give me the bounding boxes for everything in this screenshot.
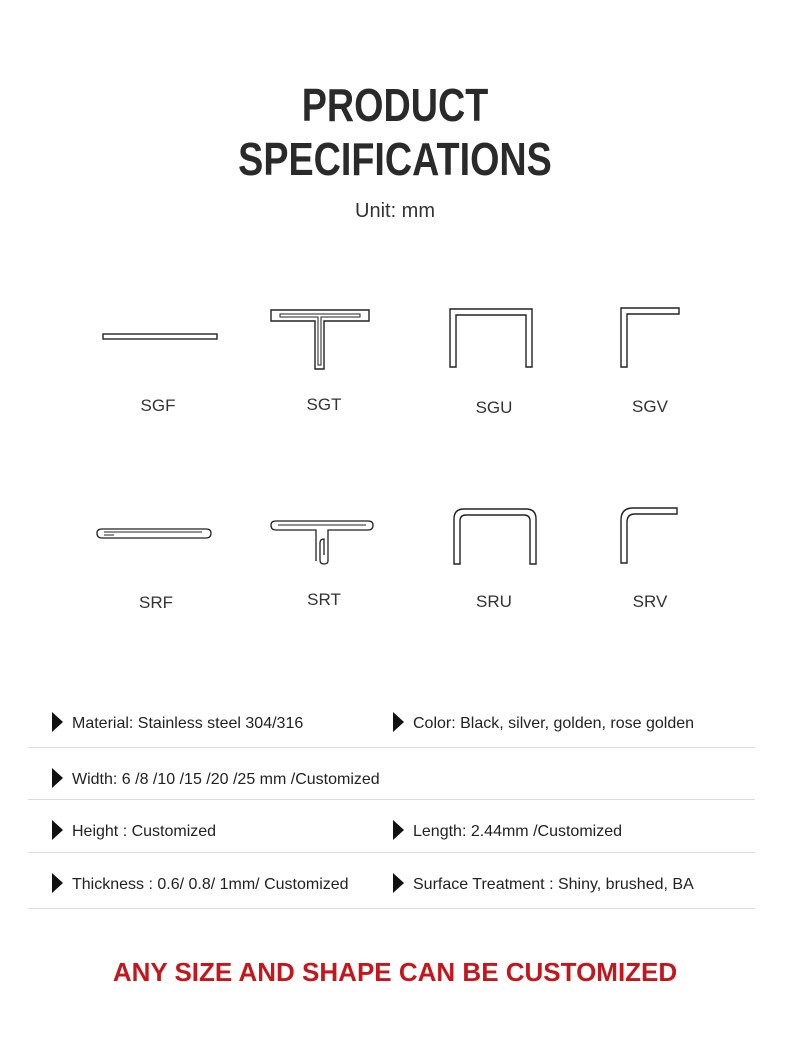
triangle-bullet-icon xyxy=(393,873,404,893)
rounded-u-channel-icon xyxy=(450,505,540,567)
profile-label-sgv: SGV xyxy=(632,397,668,416)
angle-profile-icon xyxy=(618,304,684,370)
unit-label: Unit: mm xyxy=(355,200,435,222)
spec-surface: Surface Treatment : Shiny, brushed, BA xyxy=(393,875,694,895)
triangle-bullet-icon xyxy=(52,768,63,788)
triangle-bullet-icon xyxy=(393,820,404,840)
triangle-bullet-icon xyxy=(393,712,404,732)
triangle-bullet-icon xyxy=(52,820,63,840)
profile-label-srt: SRT xyxy=(307,590,341,609)
page-title-line2: SPECIFICATIONS xyxy=(238,133,552,185)
rounded-t-profile-icon xyxy=(268,517,378,567)
customization-banner: ANY SIZE AND SHAPE CAN BE CUSTOMIZED xyxy=(112,957,678,987)
profile-label-sgf: SGF xyxy=(140,396,176,415)
profile-label-srf: SRF xyxy=(139,593,173,612)
spec-height: Height : Customized xyxy=(52,822,216,842)
spec-material: Material: Stainless steel 304/316 xyxy=(52,714,303,734)
u-channel-icon xyxy=(446,306,536,370)
spec-width: Width: 6 /8 /10 /15 /20 /25 mm /Customized xyxy=(52,770,380,790)
profile-label-sgu: SGU xyxy=(475,398,513,417)
profile-label-sgt: SGT xyxy=(306,395,342,414)
flat-strip-icon xyxy=(100,330,220,344)
spec-thickness: Thickness : 0.6/ 0.8/ 1mm/ Customized xyxy=(52,875,349,895)
rounded-angle-profile-icon xyxy=(617,504,681,566)
t-profile-icon xyxy=(268,305,372,375)
page-title-line1: PRODUCT xyxy=(301,79,489,131)
rounded-flat-strip-icon xyxy=(94,525,214,543)
spec-color: Color: Black, silver, golden, rose golden xyxy=(393,714,694,734)
profile-label-srv: SRV xyxy=(632,592,668,611)
triangle-bullet-icon xyxy=(52,873,63,893)
triangle-bullet-icon xyxy=(52,712,63,732)
profile-label-sru: SRU xyxy=(476,592,512,611)
spec-length: Length: 2.44mm /Customized xyxy=(393,822,622,842)
